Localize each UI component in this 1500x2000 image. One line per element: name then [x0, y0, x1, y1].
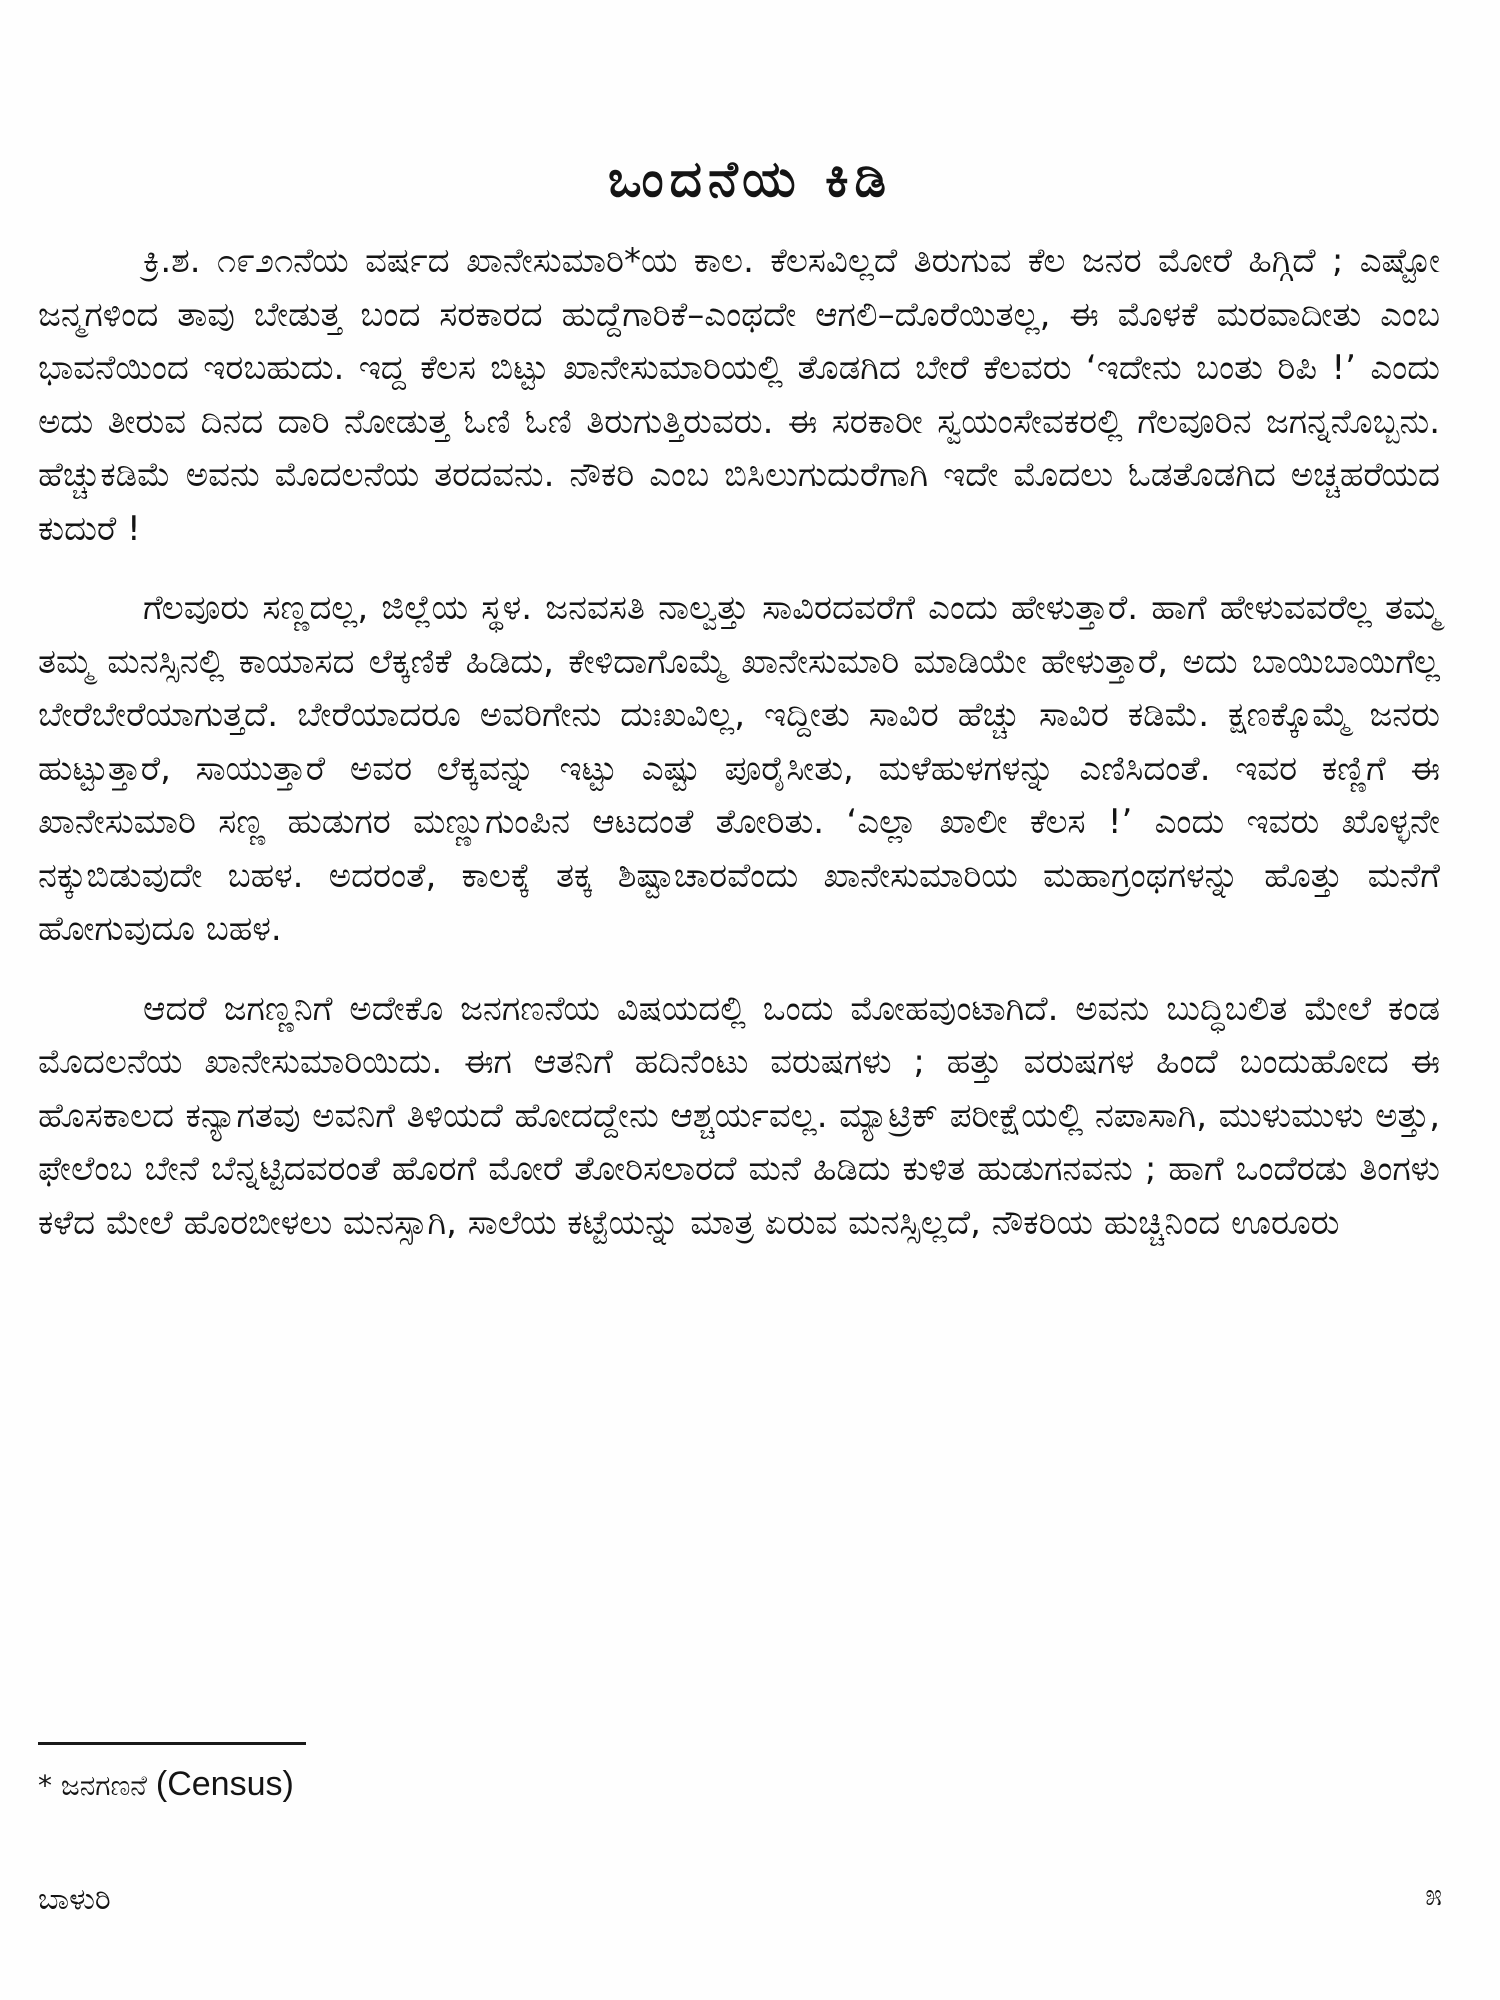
- chapter-title: ಒಂದನೆಯ ಕಿಡಿ: [607, 150, 893, 208]
- footnote-marker: *: [38, 1769, 52, 1802]
- running-footer-title: ಬಾಳುರಿ: [38, 1882, 111, 1917]
- body-text: [38, 235, 1440, 1250]
- footnote: [38, 1762, 294, 1808]
- footnote-divider: [38, 1742, 306, 1745]
- paragraph-2: ಗೆಲವೂರು ಸಣ್ಣದಲ್ಲ, ಜಿಲ್ಲೆಯ ಸ್ಥಳ. ಜನವಸತಿ ನಾಲ್ವತ್ತು ಸಾವಿರದವರೆಗೆ ಎಂದು ಹೇಳುತ್ತಾರೆ. ಹಾಗೆ ಹೇಳುವವರೆಲ್ಲ ತಮ್ಮ ತಮ್ಮ ಮನಸ್ಸಿನಲ್ಲಿ ಕಾಯಾಸದ ಲೆಕ್ಕಣಿಕೆ ಹಿಡಿದು, ಕೇಳಿದಾಗೊಮ್ಮೆ ಖಾನೇಸುಮಾರಿ ಮಾಡಿಯೇ ಹೇಳುತ್ತಾರೆ, ಅದು ಬಾಯಿಬಾಯಿಗೆಲ್ಲ ಬೇರೆಬೇರೆಯಾಗುತ್ತದೆ. ಬೇರೆಯಾದರೂ ಅವರಿಗೇನು ದುಃಖವಿಲ್ಲ, ಇದ್ದೀತು ಸಾವಿರ ಹೆಚ್ಚು ಸಾವಿರ ಕಡಿಮೆ. ಕ್ಷಣಕ್ಕೊಮ್ಮೆ ಜನರು ಹುಟ್ಟುತ್ತಾರೆ, ಸಾಯುತ್ತಾರೆ ಅವರ ಲೆಕ್ಕವನ್ನು ಇಟ್ಟು ಎಷ್ಟು ಪೂರೈಸೀತು, ಮಳೆಹುಳಗಳನ್ನು ಎಣಿಸಿದಂತೆ. ಇವರ ಕಣ್ಣಿಗೆ ಈ ಖಾನೇಸುಮಾರಿ ಸಣ್ಣ ಹುಡುಗರ ಮಣ್ಣುಗುಂಪಿನ ಆಟದಂತೆ ತೋರಿತು. ‘ಎಲ್ಲಾ ಖಾಲೀ ಕೆಲಸ !’ ಎಂದು ಇವರು ಖೊಳ್ಳನೇ ನಕ್ಕುಬಿಡುವುದೇ ಬಹಳ. ಅದರಂತೆ, ಕಾಲಕ್ಕೆ ತಕ್ಕ ಶಿಷ್ಟಾಚಾರವೆಂದು ಖಾನೇಸುಮಾರಿಯ ಮಹಾಗ್ರಂಥಗಳನ್ನು ಹೊತ್ತು ಮನೆಗೆ ಹೋಗುವುದೂ ಬಹಳ.: [38, 588, 1440, 949]
- footnote-english: (Census): [155, 1765, 294, 1803]
- page-number: ೫: [1425, 1878, 1442, 1913]
- footnote-term: ಜನಗಣನೆ: [60, 1769, 147, 1802]
- paragraph-1: ಕ್ರಿ.ಶ. ೧೯೨೧ನೆಯ ವರ್ಷದ ಖಾನೇಸುಮಾರಿ*ಯ ಕಾಲ. ಕೆಲಸವಿಲ್ಲದೆ ತಿರುಗುವ ಕೆಲ ಜನರ ಮೋರೆ ಹಿಗ್ಗಿದೆ ; ಎಷ್ಟೋ ಜನ್ಮಗಳಿಂದ ತಾವು ಬೇಡುತ್ತ ಬಂದ ಸರಕಾರದ ಹುದ್ದೆಗಾರಿಕೆ–ಎಂಥದೇ ಆಗಲಿ–ದೊರೆಯಿತಲ್ಲ, ಈ ಮೊಳಕೆ ಮರವಾದೀತು ಎಂಬ ಭಾವನೆಯಿಂದ ಇರಬಹುದು. ಇದ್ದ ಕೆಲಸ ಬಿಟ್ಟು ಖಾನೇಸುಮಾರಿಯಲ್ಲಿ ತೊಡಗಿದ ಬೇರೆ ಕೆಲವರು ‘ಇದೇನು ಬಂತು ರಿಪಿ !’ ಎಂದು ಅದು ತೀರುವ ದಿನದ ದಾರಿ ನೋಡುತ್ತ ಓಣಿ ಓಣಿ ತಿರುಗುತ್ತಿರುವರು. ಈ ಸರಕಾರೀ ಸ್ವಯಂಸೇವಕರಲ್ಲಿ ಗೆಲವೂರಿನ ಜಗನ್ನನೊಬ್ಬನು. ಹೆಚ್ಚುಕಡಿಮೆ ಅವನು ಮೊದಲನೆಯ ತರದವನು. ನೌಕರಿ ಎಂಬ ಬಿಸಿಲುಗುದುರೆಗಾಗಿ ಇದೇ ಮೊದಲು ಓಡತೊಡಗಿದ ಅಚ್ಚಹರೆಯದ ಕುದುರೆ !: [38, 241, 1440, 549]
- paragraph-3: ಆದರೆ ಜಗಣ್ಣನಿಗೆ ಅದೇಕೊ ಜನಗಣನೆಯ ವಿಷಯದಲ್ಲಿ ಒಂದು ಮೋಹವುಂಟಾಗಿದೆ. ಅವನು ಬುದ್ಧಿಬಲಿತ ಮೇಲೆ ಕಂಡ ಮೊದಲನೆಯ ಖಾನೇಸುಮಾರಿಯಿದು. ಈಗ ಆತನಿಗೆ ಹದಿನೆಂಟು ವರುಷಗಳು ; ಹತ್ತು ವರುಷಗಳ ಹಿಂದೆ ಬಂದುಹೋದ ಈ ಹೊಸಕಾಲದ ಕನ್ಯಾಗತವು ಅವನಿಗೆ ತಿಳಿಯದೆ ಹೋದದ್ದೇನು ಆಶ್ಚರ್ಯವಲ್ಲ. ಮ್ಯಾಟ್ರಿಕ್ ಪರೀಕ್ಷೆಯಲ್ಲಿ ನಪಾಸಾಗಿ, ಮುಳುಮುಳು ಅತ್ತು, ಫೇಲೆಂಬ ಬೇನೆ ಬೆನ್ನಟ್ಟಿದವರಂತೆ ಹೊರಗೆ ಮೋರೆ ತೋರಿಸಲಾರದೆ ಮನೆ ಹಿಡಿದು ಕುಳಿತ ಹುಡುಗನವನು ; ಹಾಗೆ ಒಂದೆರಡು ತಿಂಗಳು ಕಳೆದ ಮೇಲೆ ಹೊರಬೀಳಲು ಮನಸ್ಸಾಗಿ, ಸಾಲೆಯ ಕಟ್ಟೆಯನ್ನು ಮಾತ್ರ ಏರುವ ಮನಸ್ಸಿಲ್ಲದೆ, ನೌಕರಿಯ ಹುಚ್ಚಿನಿಂದ ಊರೂರು: [38, 988, 1440, 1243]
